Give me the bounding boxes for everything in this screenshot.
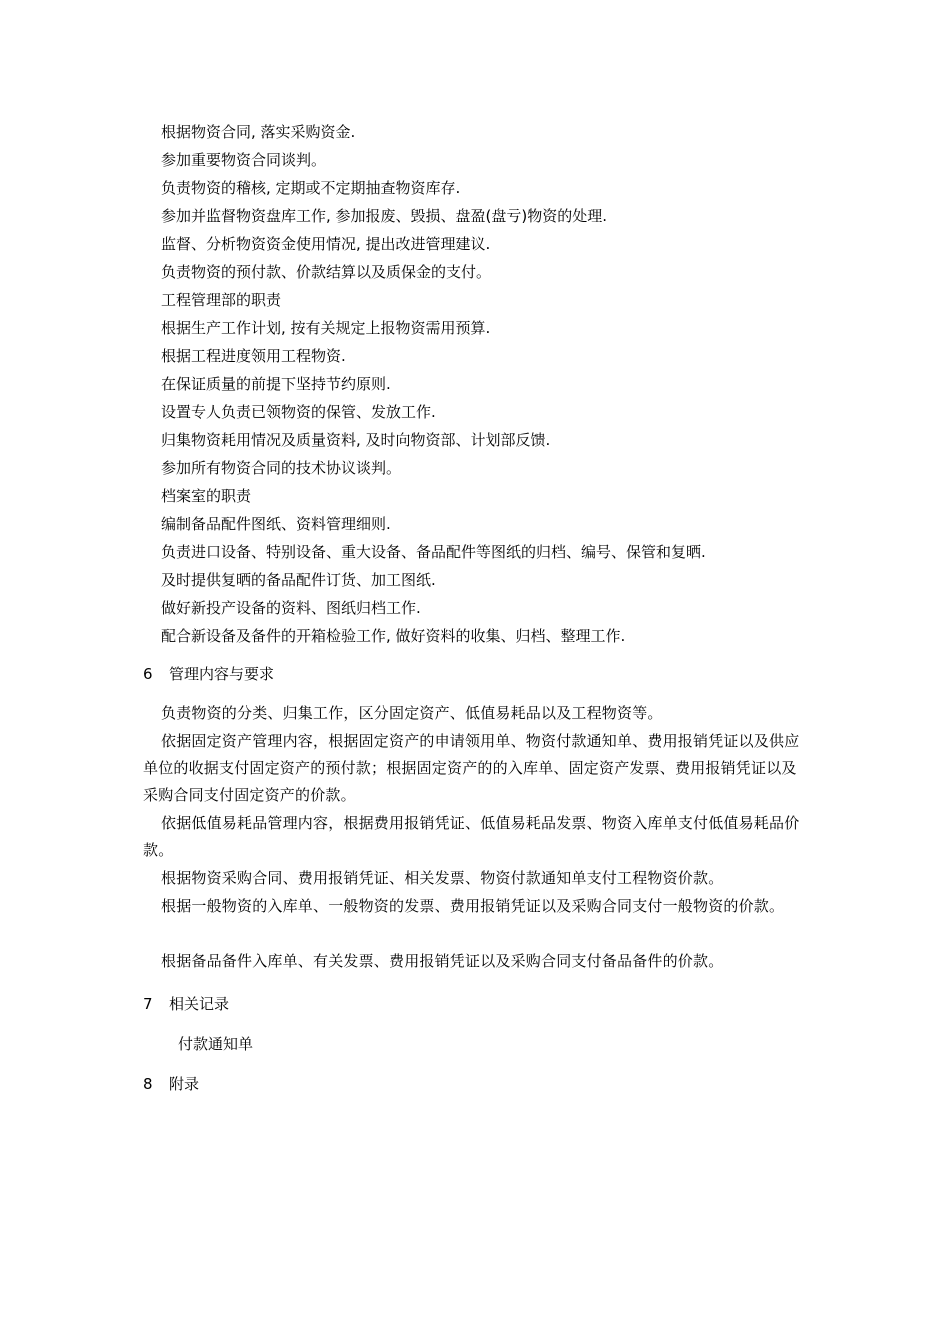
section-7-heading — [143, 994, 229, 1014]
section-6-paragraph: 依据固定资产管理内容，根据固定资产的申请领用单、物资付款通知单、费用报销凭证以及供应单位的收据支付固定资产的预付款；根据固定资产的的入库单、固定资产发票、费用报销凭证以及采购合同支付固定资产的价款。 — [143, 732, 800, 804]
section-title: 相关记录 — [169, 995, 230, 1013]
record-item: 付款通知单 — [178, 1035, 254, 1053]
engineering-duty-item: 在保证质量的前提下坚持节约原则. — [161, 375, 391, 393]
section-6-paragraph: 负责物资的分类、归集工作，区分固定资产、低值易耗品以及工程物资等。 — [161, 704, 663, 722]
section-number: 6 — [143, 665, 153, 683]
finance-duty-item: 参加重要物资合同谈判。 — [161, 151, 327, 169]
section-6-paragraph: 根据一般物资的入库单、一般物资的发票、费用报销凭证以及采购合同支付一般物资的价款。 — [161, 897, 785, 915]
engineering-duties-title: 工程管理部的职责 — [161, 291, 282, 309]
section-number: 7 — [143, 995, 153, 1013]
archive-duty-item: 及时提供复晒的备品配件订货、加工图纸. — [161, 571, 436, 589]
engineering-duty-item: 归集物资耗用情况及质量资料, 及时向物资部、计划部反馈. — [161, 431, 551, 449]
archive-duties-title: 档案室的职责 — [161, 487, 252, 505]
finance-duty-item: 监督、分析物资资金使用情况, 提出改进管理建议. — [161, 235, 491, 253]
section-6-heading — [143, 664, 274, 684]
section-title: 管理内容与要求 — [169, 665, 275, 683]
section-8-heading — [143, 1074, 199, 1094]
engineering-duty-item: 根据工程进度领用工程物资. — [161, 347, 346, 365]
section-6-paragraph: 根据物资采购合同、费用报销凭证、相关发票、物资付款通知单支付工程物资价款。 — [161, 869, 724, 887]
section-6-paragraph: 根据备品备件入库单、有关发票、费用报销凭证以及采购合同支付备品备件的价款。 — [161, 952, 724, 970]
engineering-duty-item: 参加所有物资合同的技术协议谈判。 — [161, 459, 402, 477]
engineering-duty-item: 根据生产工作计划, 按有关规定上报物资需用预算. — [161, 319, 491, 337]
finance-duty-item: 负责物资的预付款、价款结算以及质保金的支付。 — [161, 263, 492, 281]
engineering-duty-item: 设置专人负责已领物资的保管、发放工作. — [161, 403, 436, 421]
finance-duty-item: 负责物资的稽核, 定期或不定期抽查物资库存. — [161, 179, 461, 197]
finance-duty-item: 根据物资合同, 落实采购资金. — [161, 123, 356, 141]
archive-duty-item: 负责进口设备、特别设备、重大设备、备品配件等图纸的归档、编号、保管和复晒. — [161, 543, 706, 561]
archive-duty-item: 编制备品配件图纸、资料管理细则. — [161, 515, 391, 533]
archive-duty-item: 配合新设备及备件的开箱检验工作, 做好资料的收集、归档、整理工作. — [161, 627, 626, 645]
section-title: 附录 — [169, 1075, 200, 1093]
finance-duty-item: 参加并监督物资盘库工作, 参加报废、毁损、盘盈(盘亏)物资的处理. — [161, 207, 608, 225]
section-6-paragraph: 依据低值易耗品管理内容，根据费用报销凭证、低值易耗品发票、物资入库单支付低值易耗品价款。 — [143, 814, 800, 859]
archive-duty-item: 做好新投产设备的资料、图纸归档工作. — [161, 599, 421, 617]
section-number: 8 — [143, 1075, 153, 1093]
